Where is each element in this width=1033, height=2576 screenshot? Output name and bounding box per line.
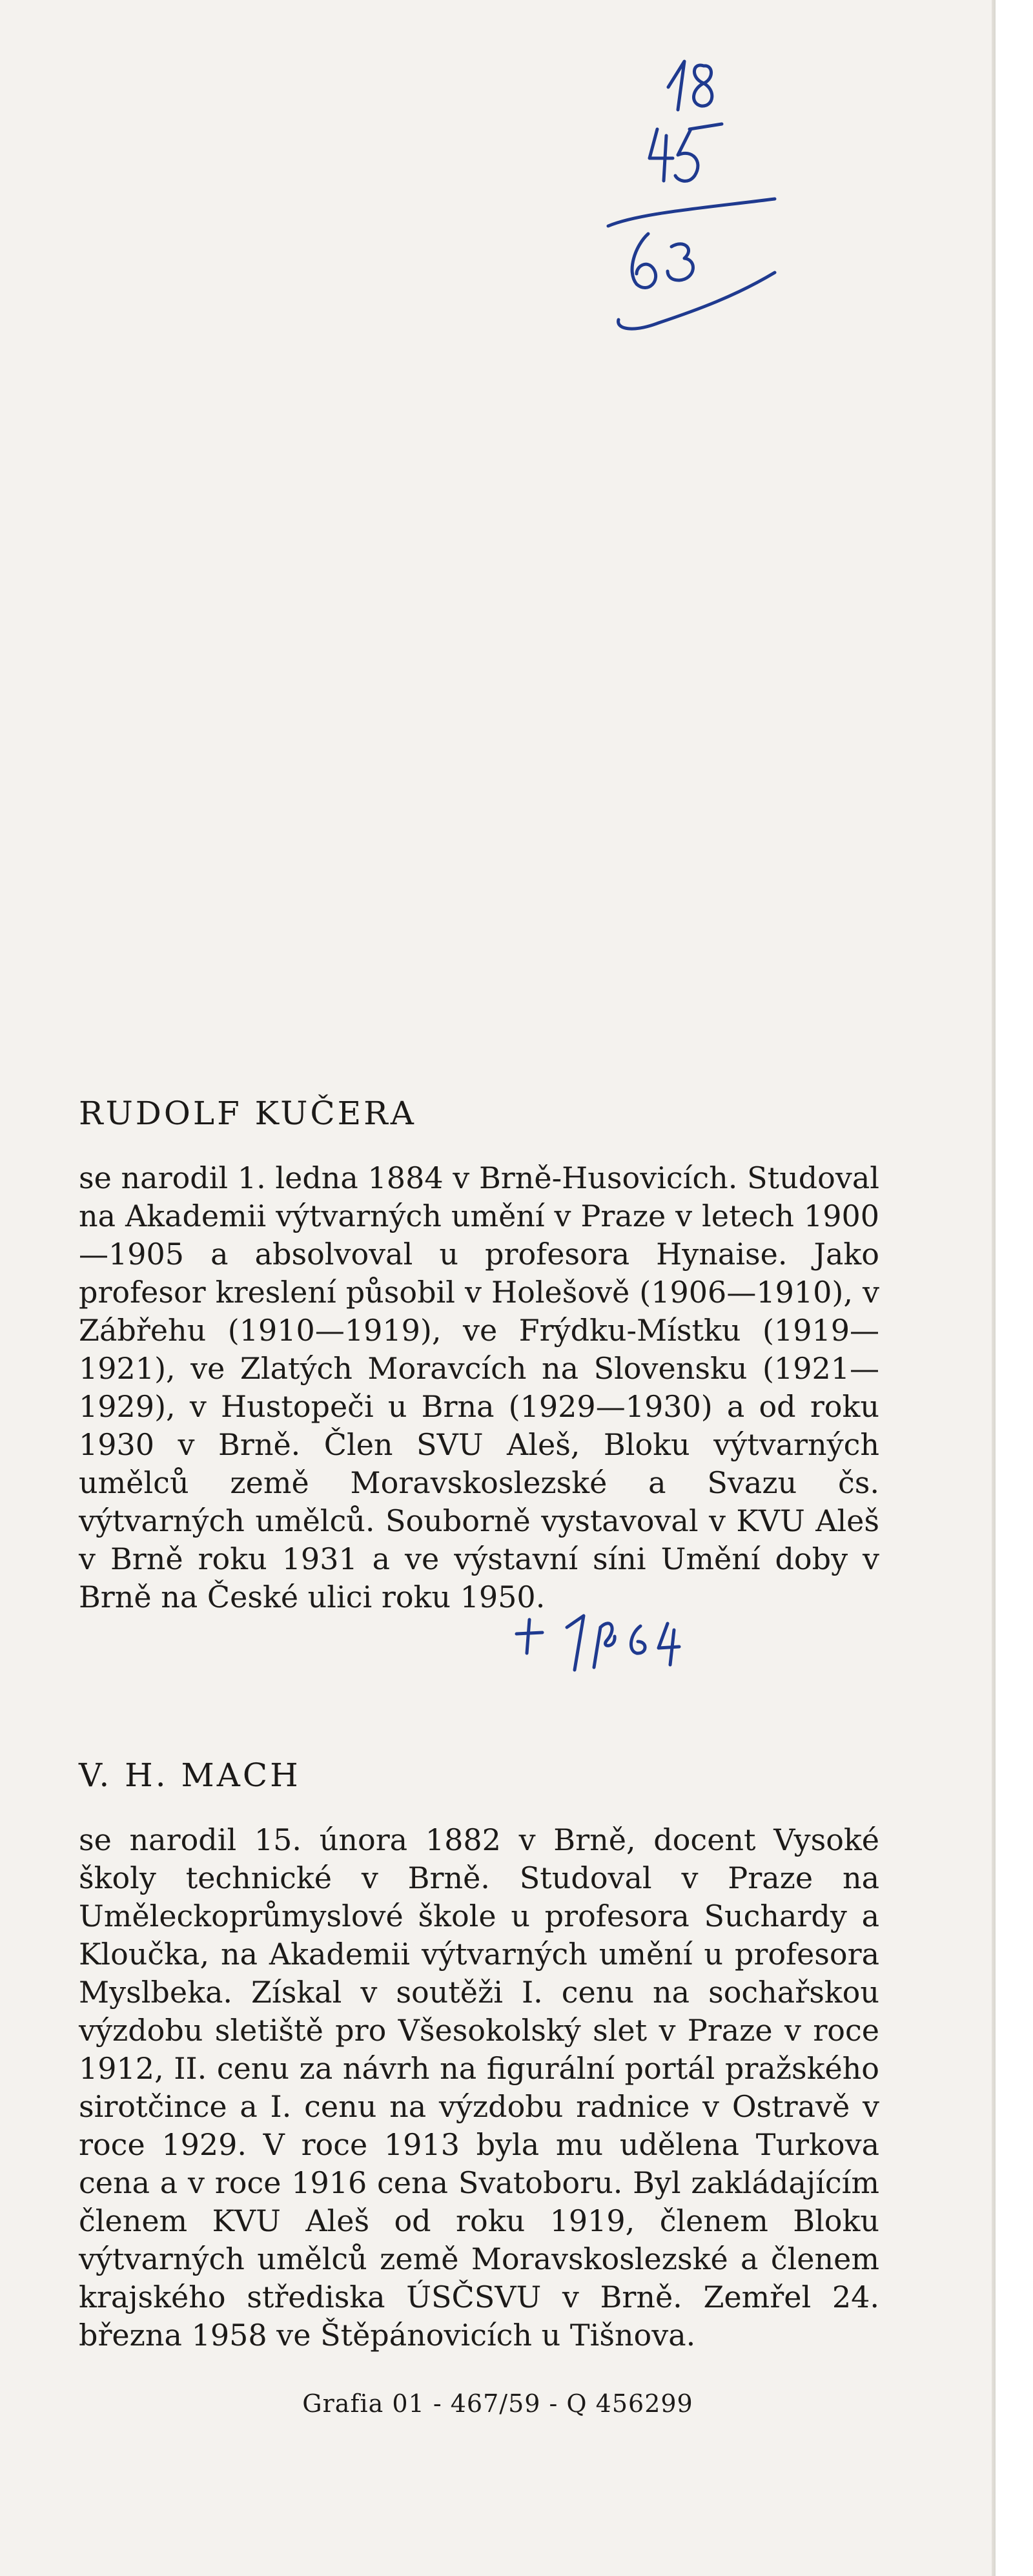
- handwritten-archive-marks: [581, 26, 878, 349]
- background-strip: [996, 0, 1033, 2576]
- biography-mach-text: se narodil 15. února 1882 v Brně, docent Vysoké školy technické v Brně. Studoval v Praze na Uměleckoprůmyslové škole u profesora Suchardy a Kloučka, na Akademii výtvarných umění u profesora Myslbeka. Získal v soutěži I. cenu na sochařskou výzdobu sletiště pro Všesokolský slet v Praze v roce 1912, II. cenu za návrh na figurální portál pražského sirotčince a I. cenu na výzdobu radnice v Ostravě v roce 1929. V roce 1913 byla mu udělena Turkova cena a v roce 1916 cena Svatoboru. Byl zakládajícím členem KVU Aleš od roku 1919, členem Bloku výtvarných umělců země Moravskoslezské a členem krajského střediska ÚSČSVU v Brně. Zemřel 24. března 1958 ve Štěpánovicích u Tišnova.: [79, 1822, 879, 2353]
- biography-kucera-heading: RUDOLF KUČERA: [79, 1095, 416, 1132]
- biography-kucera: [79, 1095, 879, 1616]
- biography-mach-heading: V. H. MACH: [79, 1757, 301, 1794]
- handwritten-mark-18: [668, 61, 712, 110]
- handwritten-mark-63: [608, 199, 775, 329]
- handwritten-mark-45: [649, 124, 722, 181]
- handwritten-death-annotation: [504, 1589, 710, 1679]
- biography-mach: [79, 1757, 879, 2354]
- printer-imprint: Grafia 01 - 467/59 - Q 456299: [302, 2389, 693, 2418]
- biography-kucera-text: se narodil 1. ledna 1884 v Brně-Husovicích. Studoval na Akademii výtvarných umění v Praze v letech 1900—1905 a absolvoval u profesora Hynaise. Jako profesor kreslení působil v Holešově (1906—1910), v Zábřehu (1910—1919), ve Frýdku-Místku (1919—1921), ve Zlatých Moravcích na Slovensku (1921—1929), v Hustopeči u Brna (1929—1930) a od roku 1930 v Brně. Člen SVU Aleš, Bloku výtvarných umělců země Moravskoslezské a Svazu čs. výtvarných umělců. Souborně vystavoval v KVU Aleš v Brně roku 1931 a ve výstavní síni Umění doby v Brně na České ulici roku 1950.: [79, 1160, 879, 1614]
